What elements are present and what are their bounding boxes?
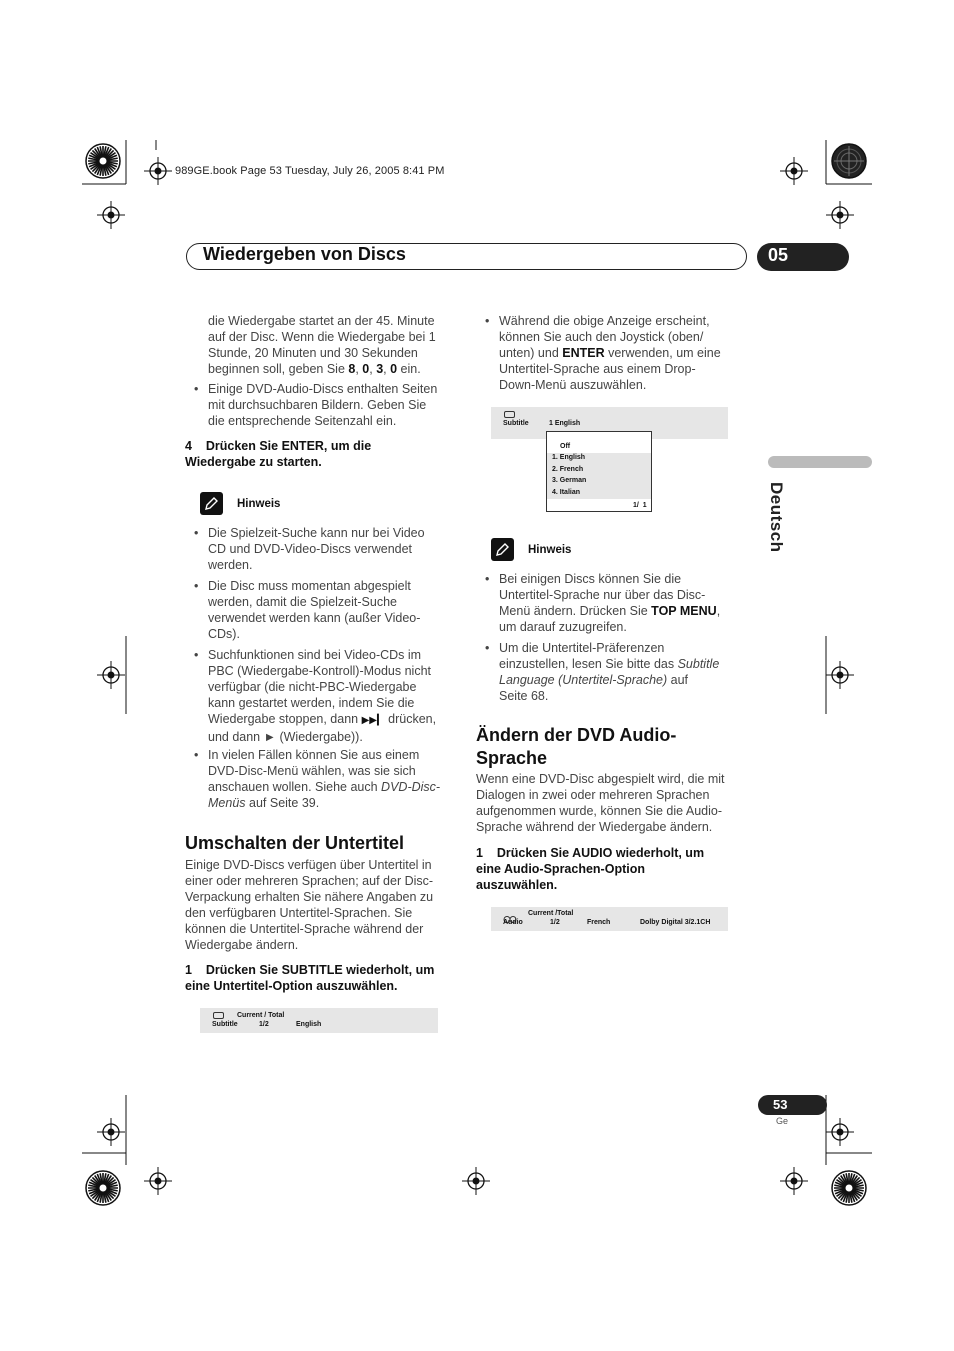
chapter-number: 05	[768, 245, 789, 265]
osd-label: Audio	[503, 919, 523, 926]
step-4	[185, 438, 465, 470]
text-line: Bei einigen Discs können Sie die	[499, 572, 682, 586]
text-run: Subtitle	[677, 657, 720, 671]
key-3: 3	[376, 362, 384, 376]
text-run: auf	[667, 673, 689, 687]
step-1-audio	[476, 845, 756, 893]
key-0b: 0	[390, 362, 398, 376]
text-line: werden.	[208, 558, 253, 572]
text-line: Suchfunktionen sind bei Video-CDs im	[208, 648, 422, 662]
menu-option-label: 2. French	[552, 466, 584, 473]
menu-option[interactable]	[547, 453, 651, 464]
bullet: •	[485, 572, 490, 586]
note-bullet	[485, 640, 749, 704]
text-line: und dann ► (Wiedergabe)).	[208, 730, 363, 744]
print-info: 989GE.book Page 53 Tuesday, July 26, 2005 8:41 PM	[175, 165, 445, 177]
osd-value: 1/2	[550, 919, 560, 926]
note-icon	[491, 538, 514, 561]
text-line: 1 Drücken Sie SUBTITLE wiederholt, um	[185, 963, 435, 977]
text-line: Einige DVD-Discs verfügen über Untertitel in	[185, 858, 432, 872]
text-line: können die Untertitel-Sprache während der	[185, 922, 424, 936]
bullet: •	[194, 648, 199, 662]
bullet: •	[485, 641, 490, 655]
osd-audio	[491, 907, 728, 931]
menu-option-label: 1. English	[552, 454, 586, 461]
osd-format: Dolby Digital 3/2.1CH	[640, 919, 711, 926]
menu-option[interactable]	[547, 488, 651, 499]
subtitle-icon	[213, 1012, 224, 1019]
text-line: Down-Menü auszuwählen.	[499, 378, 647, 392]
menu-page: 1/ 1	[633, 502, 647, 509]
note-bullet	[485, 571, 749, 635]
language-code: Ge	[776, 1116, 789, 1126]
text-line: werden, damit die Spielzeit-Suche	[208, 595, 397, 609]
key-enter: ENTER	[562, 346, 605, 360]
text-line: PBC (Wiedergabe-Kontroll)-Modus nicht	[208, 664, 432, 678]
text-run: Language (Untertitel-Sprache)	[499, 673, 668, 687]
text-run: einzustellen, lesen Sie bitte das	[499, 657, 678, 671]
bullet-joystick	[485, 313, 749, 393]
menu-option[interactable]	[547, 476, 651, 487]
osd-label: Subtitle	[503, 420, 529, 427]
subtitle-icon	[504, 411, 515, 418]
continued-text	[208, 313, 468, 377]
bullet: •	[194, 748, 199, 762]
section-title-subtitles: Umschalten der Untertitel	[185, 833, 405, 853]
menu-option-label: 4. Italian	[552, 489, 581, 496]
osd-label: Subtitle	[212, 1021, 238, 1028]
text-line: Während die obige Anzeige erscheint,	[499, 314, 710, 328]
bullet: •	[194, 526, 199, 540]
text-run: ein.	[397, 362, 421, 376]
text-line: 4 Drücken Sie ENTER, um die	[185, 439, 372, 453]
text-run: Menü ändern. Drücken Sie	[499, 604, 652, 618]
text-line: DVD-Disc-Menü wählen, was sie sich	[208, 764, 416, 778]
text-line: Sprache	[476, 748, 548, 768]
next-icon: ▶▶▎	[361, 715, 385, 726]
text-line: Ändern der DVD Audio-	[476, 725, 677, 745]
text-line: eine Audio-Sprachen-Option	[476, 862, 645, 876]
text-line: Untertitel-Sprache nur über das Disc-	[499, 588, 706, 602]
text-line: mit durchsuchbaren Bildern. Geben Sie	[208, 398, 427, 412]
text-line: die entsprechende Seitenzahl ein.	[208, 414, 397, 428]
note-icon	[200, 492, 223, 515]
osd-header: Current / Total	[237, 1012, 285, 1019]
text-run: auf Seite 39.	[245, 796, 320, 810]
text-line: Seite 68.	[499, 689, 549, 703]
text-line: Stunde, 20 Minuten und 30 Sekunden	[208, 346, 418, 360]
osd-value: 1/2	[259, 1021, 269, 1028]
text-line: eine Untertitel-Option auszuwählen.	[185, 979, 398, 993]
key-8: 8	[348, 362, 356, 376]
text-line: 1 Drücken Sie AUDIO wiederholt, um	[476, 846, 705, 860]
text-line: können Sie auch den Joystick (oben/	[499, 330, 704, 344]
text-line	[208, 779, 468, 795]
text-line: verwendet werden kann (außer Video-	[208, 611, 421, 625]
text-line: Wiedergabe ändern.	[185, 938, 299, 952]
bullet: •	[194, 382, 199, 396]
step-1-subtitle	[185, 962, 465, 994]
section-body	[185, 857, 465, 953]
text-line: aufgenommen wurde, können Sie die Audio-	[476, 804, 722, 818]
note-bullet	[194, 747, 468, 811]
note-bullet	[194, 647, 468, 745]
text-line: Die Spielzeit-Suche kann nur bei Video	[208, 526, 425, 540]
text-run: drücken,	[384, 712, 437, 726]
language-tab	[768, 456, 872, 468]
text-line: einer oder mehreren Sprachen; auf der Disc-	[185, 874, 434, 888]
text-line: CDs).	[208, 627, 240, 641]
bullet-audio	[194, 381, 468, 429]
text-line: Dialogen in zwei oder mehreren Sprachen	[476, 788, 710, 802]
osd-current: 1 English	[549, 420, 581, 427]
osd-subtitle	[200, 1008, 438, 1033]
text-line: die Wiedergabe startet an der 45. Minute	[208, 314, 435, 328]
text-line: Untertitel-Sprache aus einem Drop-	[499, 362, 696, 376]
note-bullet	[194, 578, 468, 642]
text-line: kann gestartet werden, indem Sie die	[208, 696, 415, 710]
text-line	[208, 361, 468, 377]
text-run: verwenden, um eine	[604, 346, 721, 360]
text-run: unten) und	[499, 346, 563, 360]
text-line	[499, 672, 749, 688]
text-line: Die Disc muss momentan abgespielt	[208, 579, 411, 593]
menu-option-label: Off	[560, 443, 571, 450]
osd-header: Current /Total	[528, 910, 574, 917]
page-number-badge	[758, 1095, 827, 1115]
text-run: DVD-Disc-	[381, 780, 441, 794]
text-run: ,	[355, 362, 363, 376]
menu-option[interactable]	[547, 465, 651, 476]
key-top-menu: TOP MENU	[651, 604, 717, 618]
text-line: den verfügbaren Untertitel-Sprachen. Sie	[185, 906, 413, 920]
bullet: •	[485, 314, 490, 328]
text-line: auszuwählen.	[476, 878, 558, 892]
text-line	[208, 711, 468, 729]
text-line	[499, 603, 749, 619]
text-run: ,	[383, 362, 391, 376]
menu-option-off[interactable]	[547, 442, 651, 452]
text-run: Wiedergabe stoppen, dann	[208, 712, 362, 726]
text-run: beginnen soll, geben Sie	[208, 362, 349, 376]
note-label: Hinweis	[237, 498, 281, 510]
text-line	[499, 656, 749, 672]
text-run: ,	[369, 362, 377, 376]
text-line: Wiedergabe zu starten.	[185, 455, 322, 469]
osd-language: French	[587, 919, 611, 926]
section-title-audio	[476, 724, 676, 770]
text-line: In vielen Fällen können Sie aus einem	[208, 748, 420, 762]
note-label: Hinweis	[528, 544, 572, 556]
section-body	[476, 771, 756, 835]
text-line: auf der Disc. Wenn die Wiedergabe bei 1	[208, 330, 436, 344]
text-line: Sprache während der Wiedergabe ändern.	[476, 820, 713, 834]
text-line: verfügbar (die nicht-PBC-Wiedergabe	[208, 680, 417, 694]
menu-option-label: 3. German	[552, 477, 587, 484]
text-line: Um die Untertitel-Präferenzen	[499, 641, 665, 655]
text-line: Verpackung erhalten Sie nähere Angaben zu	[185, 890, 434, 904]
text-run: Menüs	[208, 796, 246, 810]
text-line	[208, 795, 468, 811]
note-bullet	[194, 525, 468, 573]
page-number: 53	[773, 1097, 788, 1112]
page-title: Wiedergeben von Discs	[203, 244, 406, 264]
language-label: Deutsch	[767, 482, 786, 553]
bullet: •	[194, 579, 199, 593]
text-line: um darauf zuzugreifen.	[499, 620, 627, 634]
audio-icon	[503, 910, 517, 917]
text-line: CD und DVD-Video-Discs verwendet	[208, 542, 413, 556]
key-0: 0	[362, 362, 370, 376]
osd-language: English	[296, 1021, 322, 1028]
text-line	[499, 345, 749, 361]
text-line: Einige DVD-Audio-Discs enthalten Seiten	[208, 382, 438, 396]
text-line: Wenn eine DVD-Disc abgespielt wird, die mit	[476, 772, 725, 786]
text-run: ,	[716, 604, 721, 618]
text-run: anschauen wollen. Siehe auch	[208, 780, 382, 794]
subtitle-dropdown[interactable]	[546, 431, 652, 512]
